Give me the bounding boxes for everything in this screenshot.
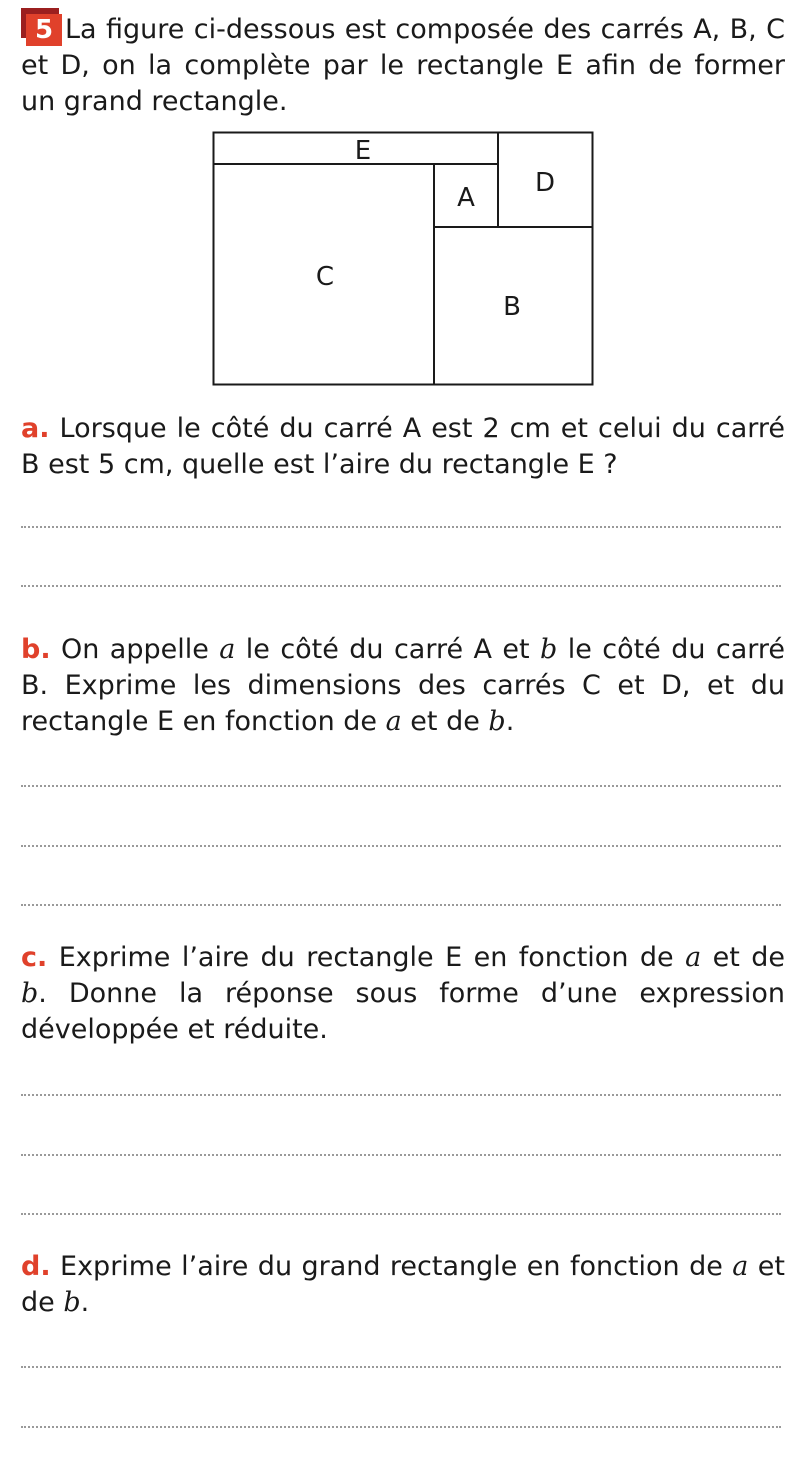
- question-text-segment: . Donne la réponse sous forme d’une expression développée et réduite.: [21, 978, 785, 1045]
- answer-line[interactable]: [21, 904, 781, 906]
- question-text-segment: et de: [401, 706, 489, 737]
- label-e: E: [354, 136, 372, 166]
- question-text-segment: le côté du carré A et: [235, 634, 540, 665]
- answer-line[interactable]: [21, 785, 781, 787]
- answer-line[interactable]: [21, 1366, 781, 1368]
- question-c: [21, 940, 785, 1048]
- question-text-segment: le côté du carré B. Exprime les dimensions des carrés C et D, et du rectangle E en fonction de: [21, 634, 786, 737]
- question-c-text: [21, 942, 785, 1045]
- question-c-label: c.: [21, 942, 48, 973]
- label-c: C: [315, 262, 335, 292]
- question-text-segment: Exprime l’aire du rectangle E en fonction de: [58, 942, 686, 973]
- question-d-label: d.: [21, 1251, 51, 1282]
- question-b: [21, 632, 785, 740]
- question-a: [21, 411, 785, 483]
- label-d: D: [534, 168, 556, 198]
- variable-a: a: [685, 942, 702, 973]
- answer-line[interactable]: [21, 1094, 781, 1096]
- question-text-segment: On appelle: [61, 634, 220, 665]
- variable-a: a: [385, 706, 402, 737]
- exercise-intro: La figure ci-dessous est composée des carrés A, B, C et D, on la complète par le rectangle E afin de former un grand rectangle.: [21, 14, 785, 117]
- label-a: A: [457, 183, 475, 213]
- question-text-segment: Exprime l’aire du grand rectangle en fonction de: [60, 1251, 733, 1282]
- answer-line[interactable]: [21, 526, 781, 528]
- exercise-number: 5: [26, 14, 62, 46]
- answer-line[interactable]: [21, 1213, 781, 1215]
- question-text-segment: et de: [701, 942, 785, 973]
- question-d: [21, 1249, 785, 1321]
- question-b-label: b.: [21, 634, 51, 665]
- answer-line[interactable]: [21, 1154, 781, 1156]
- question-a-text: [21, 413, 785, 480]
- answer-line[interactable]: [21, 845, 781, 847]
- question-text-segment: .: [505, 706, 515, 737]
- question-text-segment: et de: [21, 1251, 785, 1318]
- variable-b: b: [488, 706, 506, 737]
- variable-a: a: [732, 1251, 749, 1282]
- question-text-segment: .: [80, 1287, 90, 1318]
- answer-line[interactable]: [21, 585, 781, 587]
- question-a-label: a.: [21, 413, 50, 444]
- variable-b: b: [21, 978, 39, 1009]
- question-text-segment: Lorsque le côté du carré A est 2 cm et celui du carré B est 5 cm, quelle est l’aire du rectangle E ?: [21, 413, 785, 480]
- rectangle-figure: [0, 0, 803, 400]
- variable-b: b: [63, 1287, 81, 1318]
- variable-b: b: [540, 634, 558, 665]
- question-d-text: [21, 1251, 785, 1318]
- answer-line[interactable]: [21, 1426, 781, 1428]
- question-b-text: [21, 634, 785, 737]
- variable-a: a: [219, 634, 236, 665]
- label-b: B: [503, 292, 521, 322]
